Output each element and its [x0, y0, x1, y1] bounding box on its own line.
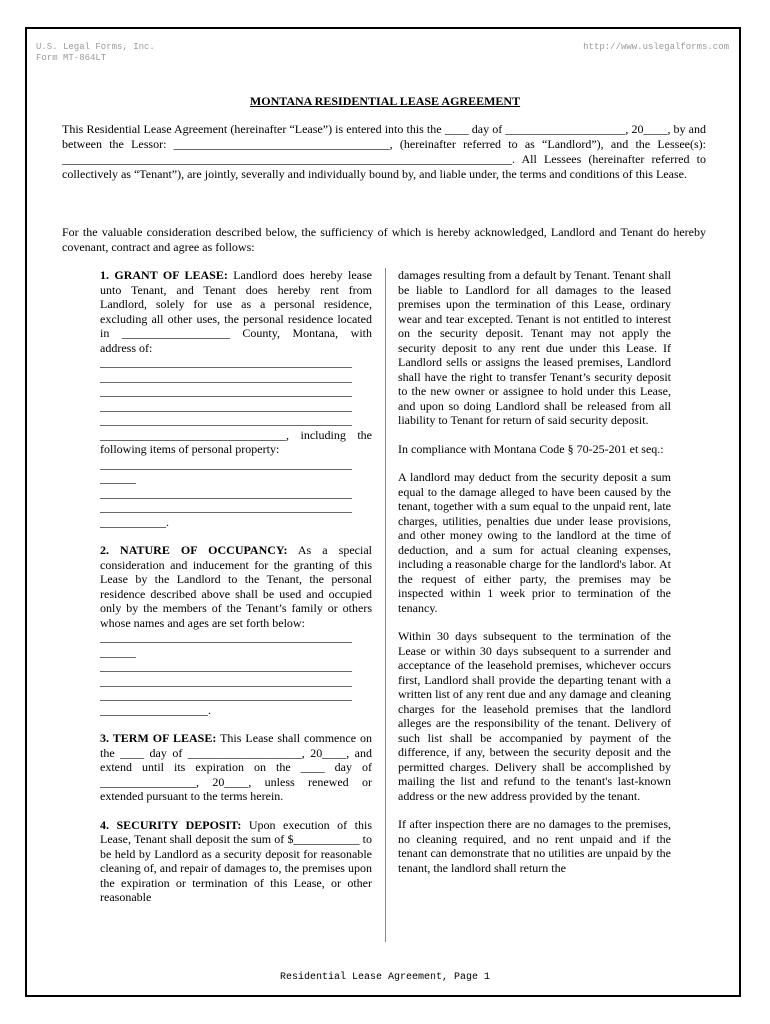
thirty-days-paragraph: Within 30 days subsequent to the termination of the Lease or within 30 days subsequent to a surrender and acceptance of the leasehold premises, whichever occurs first, Landlord shall provide the departing tenant with a written list of any rent due and any damage and cleaning charges for the leasehold premises that the landlord alleges are the responsibility of the tenant. Delivery of such list shall be accompanied by payment of the difference, if any, between the security deposit and the permitted charges. Delivery shall be accomplished by mailing the list and refund to the tenant's last-known address or the new address provided by the tenant.: [398, 629, 671, 803]
section-text: Upon execution of this Lease, Tenant shall deposit the sum of $___________ to be held by Landlord as a security deposit for reasonable cleaning of, and repair of damages to, the premises upon the expiration or termination of this Lease, or other reasonable: [100, 817, 372, 904]
header-url[interactable]: http://www.uslegalforms.com: [583, 42, 729, 52]
company-name: U.S. Legal Forms, Inc.: [36, 42, 155, 52]
section-nature-of-occupancy: [100, 543, 372, 630]
section-heading: 3. TERM OF LEASE:: [100, 731, 217, 745]
intro-paragraph-1: This Residential Lease Agreement (hereinafter “Lease”) is entered into this the ____ day of ____________________, 20____, by and between the Lessor: ____________________________________, (hereinafter referred to as “Landlord”), and the Lessee(s): ___________________________________________________________________________. All Lessees (hereinafter referred to collectively as “Tenant”), are jointly, severally and individually bound by, and liable under, the terms and conditions of this Lease.: [62, 122, 706, 181]
form-number: Form MT-864LT: [36, 53, 107, 63]
section-text: As a special consideration and inducement for the granting of this Lease by the Landlord to the Tenant, the personal residence described above shall be used and occupied only by the members of the Tenant’s family or others whose names and ages are set forth below:: [100, 543, 372, 630]
inspection-paragraph: If after inspection there are no damages to the premises, no cleaning required, and no rent unpaid and if the tenant can demonstrate that no utilities are unpaid by the tenant, the landlord shall return the: [398, 817, 671, 875]
deduction-paragraph: A landlord may deduct from the security deposit a sum equal to the damage alleged to have been caused by the tenant, together with a sum equal to the unpaid rent, late charges, utilities, penalties due under lease provisions, and other money owing to the landlord at the time of deduction, and a sum for actual cleaning expenses, including a reasonable charge for the landlord's labor. At the request of either party, the premises may be inspected within 1 week prior to termination of the tenancy.: [398, 470, 671, 615]
section-grant-of-lease: [100, 268, 372, 355]
section-text: This Lease shall commence on the ____ day of ___________________, 20____, and extend until its expiration on the ____ day of ________________, 20____, unless renewed or extended pursuant to the terms herein.: [100, 731, 373, 803]
header-left: [36, 42, 155, 64]
document-title: MONTANA RESIDENTIAL LEASE AGREEMENT: [249, 94, 521, 108]
security-deposit-continued: damages resulting from a default by Tenant. Tenant shall be liable to Landlord for all damages to the leased premises upon the termination of this Lease, ordinary wear and tear excepted. Tenant is not entitled to interest on the security deposit. Tenant may not apply the security deposit to any rent due under this Lease. If Landlord sells or assigns the leased premises, Landlord shall have the right to transfer Tenant’s security deposit to the new owner or assignee to hold under this Lease, and upon so doing Landlord shall be released from all liability to Tenant for return of said security deposit.: [398, 268, 671, 427]
right-column: [398, 268, 671, 875]
personal-property-lines: __________________________________________ ______ __________________________________________ __________________________________________ ___________.: [100, 456, 352, 529]
column-divider: [385, 268, 386, 942]
occupant-lines: __________________________________________ ______ __________________________________________ __________________________________________ __________________________________________ __________________.: [100, 630, 352, 717]
section-heading: 2. NATURE OF OCCUPANCY:: [100, 543, 288, 557]
address-lines: __________________________________________ __________________________________________ __________________________________________ __________________________________________ __________________________________________ _______________________________, including the following items of personal property:: [100, 355, 372, 456]
section-term-of-lease: [100, 731, 372, 804]
intro-paragraph-2: For the valuable consideration described below, the sufficiency of which is hereby acknowledged, Landlord and Tenant do hereby covenant, contract and agree as follows:: [62, 225, 706, 254]
section-text: Landlord does hereby lease unto Tenant, and Tenant does hereby rent from Landlord, solely for use as a personal residence, excluding all other uses, the personal residence located in __________________ County, Montana, with address of:: [100, 268, 372, 355]
section-security-deposit: [100, 818, 372, 905]
section-heading: 1. GRANT OF LEASE:: [100, 268, 228, 282]
left-column: [100, 268, 372, 905]
section-heading: 4. SECURITY DEPOSIT:: [100, 817, 242, 832]
montana-code-reference: In compliance with Montana Code § 70-25-201 et seq.:: [398, 441, 664, 456]
page-footer: Residential Lease Agreement, Page 1: [279, 972, 491, 983]
